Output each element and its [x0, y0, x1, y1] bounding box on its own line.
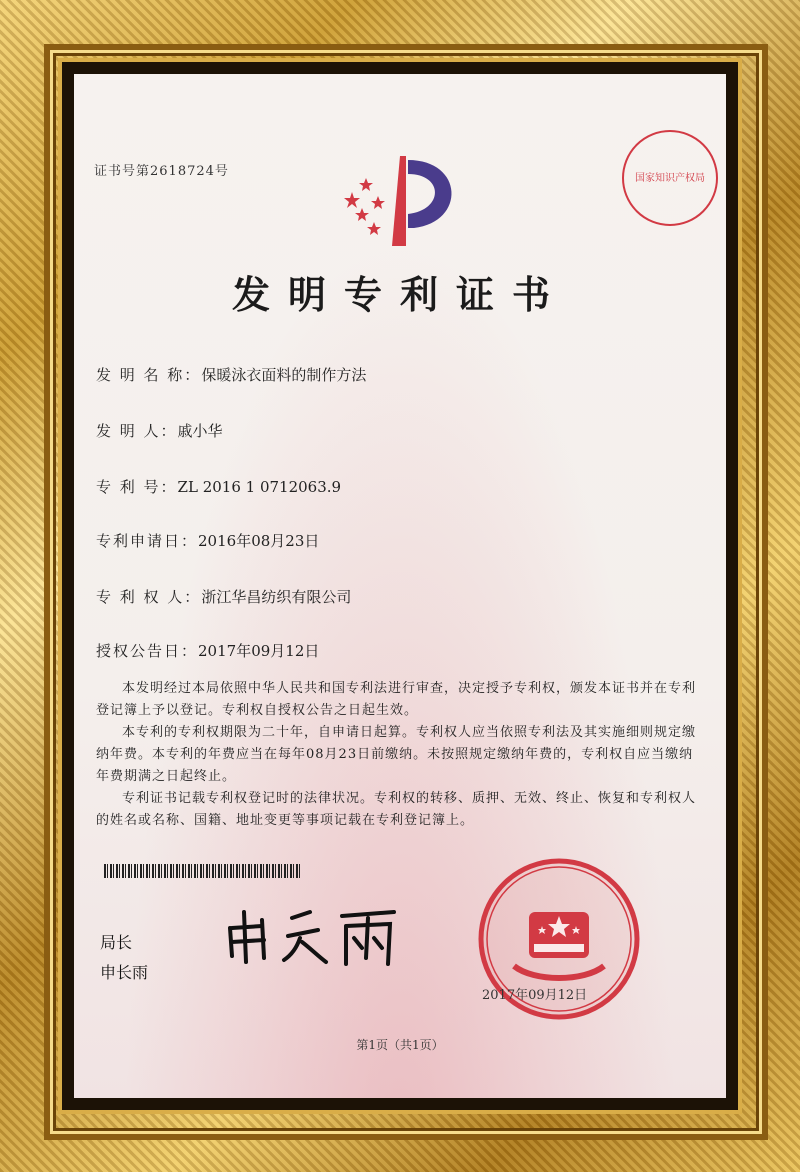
certificate-title: 发明专利证书 — [231, 272, 568, 317]
field-value: 2017年09月12日 — [198, 642, 320, 660]
field-inventor — [96, 420, 223, 441]
field-label: 专 利 号： — [96, 478, 178, 496]
field-patentee — [96, 586, 351, 607]
field-invention-name — [96, 364, 366, 385]
top-right-stamp — [622, 130, 718, 226]
body-paragraph: 本专利的专利权期限为二十年，自申请日起算。专利权人应当依照专利法及其实施细则规定缴纳年费。本专利的年费应当在每年08月23日前缴纳。未按照规定缴纳年费的，专利权自应当缴纳年费期满之日起终止。 — [96, 725, 697, 784]
body-paragraph: 专利证书记载专利权登记时的法律状况。专利权的转移、质押、无效、终止、恢复和专利权人的姓名或名称、国籍、地址变更等事项记载在专利登记簿上。 — [96, 791, 697, 828]
field-label: 发 明 人： — [96, 422, 178, 440]
field-patent-number — [96, 476, 341, 497]
certificate-body — [96, 678, 696, 832]
patent-office-logo-icon — [344, 152, 474, 252]
certificate-paper — [74, 74, 726, 1098]
field-grant-date — [96, 640, 319, 661]
field-label: 授权公告日： — [96, 642, 199, 660]
field-label: 专利申请日： — [96, 532, 199, 550]
director-name: 申长雨 — [100, 963, 149, 982]
page-number: 第1页（共1页） — [356, 1038, 444, 1052]
field-label: 发 明 名 称： — [96, 366, 202, 384]
field-value: 浙江华昌纺织有限公司 — [201, 588, 352, 606]
seal-issue-date: 2017年09月12日 — [482, 988, 588, 1003]
field-label: 专 利 权 人： — [96, 588, 202, 606]
director-signature — [222, 898, 402, 974]
body-paragraph: 本发明经过本局依照中华人民共和国专利法进行审查，决定授予专利权，颁发本证书并在专利登记簿上予以登记。专利权自授权公告之日起生效。 — [96, 681, 697, 718]
barcode — [104, 864, 300, 878]
top-stamp-text: 国家知识产权局 — [635, 172, 705, 184]
field-value: 2016年08月23日 — [198, 532, 320, 550]
field-application-date — [96, 530, 319, 551]
field-value: 保暖泳衣面料的制作方法 — [201, 366, 367, 384]
certificate-number: 证书号第2618724号 — [94, 164, 229, 179]
field-value: 戚小华 — [177, 422, 223, 440]
director-title: 局长 — [100, 933, 133, 952]
field-value: ZL 2016 1 0712063.9 — [177, 478, 342, 496]
